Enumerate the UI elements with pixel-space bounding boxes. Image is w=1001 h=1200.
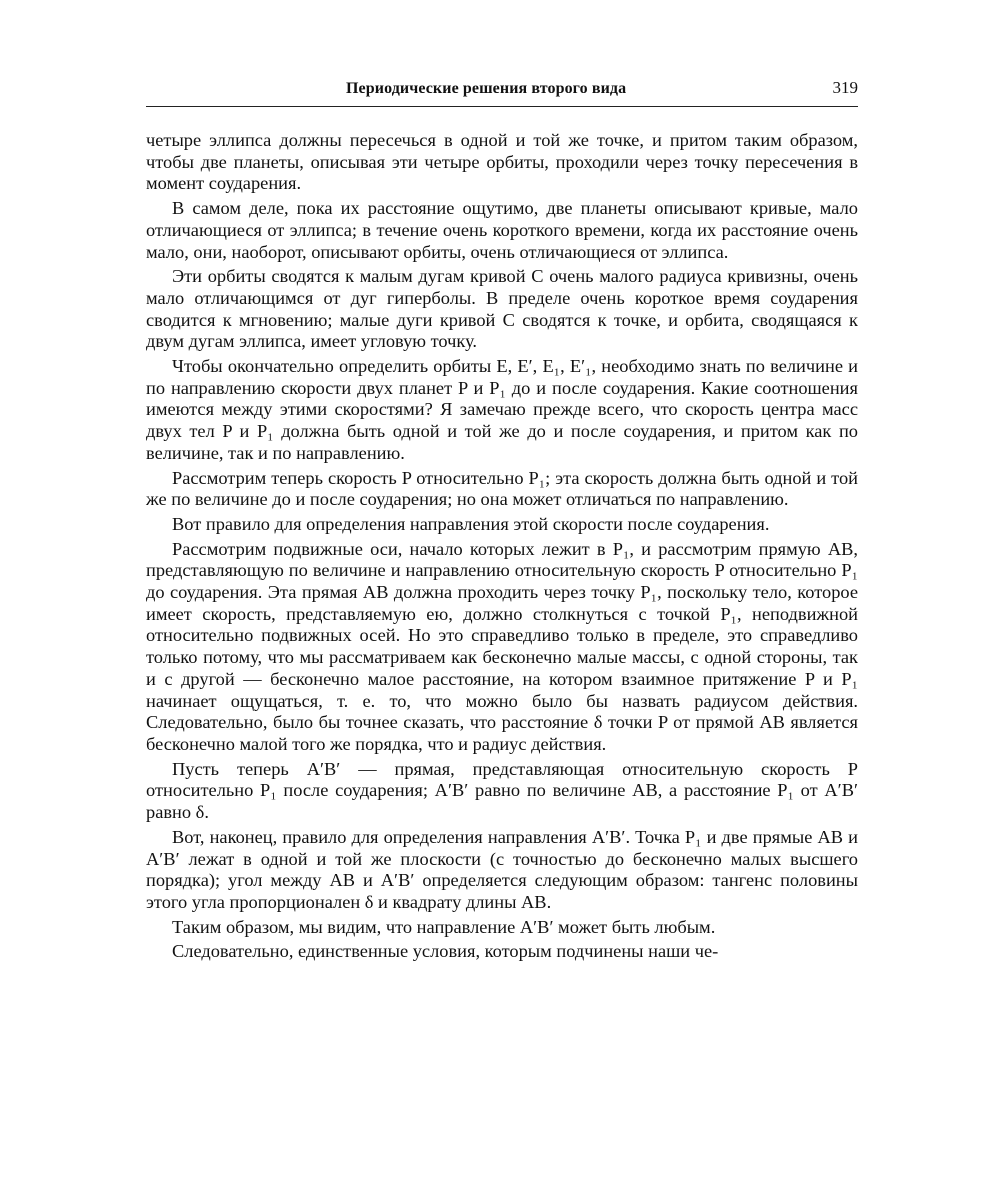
paragraph: Чтобы окончательно определить орбиты E, E′, E₁, E′₁, необходимо знать по величине и по направлению скорости двух планет P и P₁ до и после соударения. Какие соотношения имеются между этими скоростями? Я замечаю прежде всего, что скорость центра масс двух тел P и P₁ должна быть одной и той же до и после соударения, и притом как по величине, так и по направлению. bbox=[146, 356, 858, 463]
paragraph: Пусть теперь A′B′ — прямая, представляющая относительную скорость P относительно P₁ после соударения; A′B′ равно по величине AB, а расстояние P₁ от A′B′ равно δ. bbox=[146, 758, 858, 823]
paragraph: Таким образом, мы видим, что направление A′B′ может быть любым. bbox=[172, 916, 716, 937]
paragraph: Рассмотрим теперь скорость P относительно P₁; эта скорость должна быть одной и той же по величине до и после соударения; но она может отличаться по направлению. bbox=[146, 467, 858, 510]
page-header bbox=[146, 78, 858, 107]
page-number: 319 bbox=[832, 78, 858, 97]
running-title: Периодические решения второго вида bbox=[346, 80, 627, 97]
paragraph: В самом деле, пока их расстояние ощутимо, две планеты описывают кривые, мало отличающиеся от эллипса; в течение очень короткого времени, когда их расстояние очень мало, они, наоборот, описывают орбиты, очень отличающиеся от эллипса. bbox=[146, 198, 858, 262]
body-text bbox=[146, 130, 858, 963]
paragraph: Вот, наконец, правило для определения направления A′B′. Точка P₁ и две прямые AB и A′B′ лежат в одной и той же плоскости (с точностью до бесконечно малых высшего порядка); угол между AB и A′B′ определяется следующим образом: тангенс половины этого угла пропорционален δ и квадрату длины AB. bbox=[146, 826, 858, 912]
paragraph: Рассмотрим подвижные оси, начало которых лежит в P₁, и рассмотрим прямую AB, представляющую по величине и направлению относительную скорость P относительно P₁ до соударения. Эта прямая AB должна проходить через точку P₁, поскольку тело, которое имеет скорость, представляемую ею, должно столкнуться с точкой P₁, неподвижной относительно подвижных осей. Но это справедливо только в пределе, это справедливо только потому, что мы рассматриваем как бесконечно малые массы, с одной стороны, так и с другой — бесконечно малое расстояние, на котором взаимное притяжение P и P₁ начинает ощущаться, т. е. то, что можно было бы назвать радиусом действия. Следовательно, было бы точнее сказать, что расстояние δ точки P от прямой AB является бесконечно малой того же порядка, что и радиус действия. bbox=[146, 538, 858, 754]
paragraph: Следовательно, единственные условия, которым подчинены наши че- bbox=[172, 941, 719, 962]
paragraph: Эти орбиты сводятся к малым дугам кривой C очень малого радиуса кривизны, очень мало отличающимся от дуг гиперболы. В пределе очень короткое время соударения сводится к мгновению; малые дуги кривой C сводятся к точке, и орбита, сводящаяся к двум дугам эллипса, имеет угловую точку. bbox=[146, 266, 858, 352]
paragraph: Вот правило для определения направления этой скорости после соударения. bbox=[172, 513, 770, 534]
paragraph: четыре эллипса должны пересечься в одной и той же точке, и притом таким образом, чтобы две планеты, описывая эти четыре орбиты, проходили через точку пересечения в момент соударения. bbox=[146, 130, 858, 194]
